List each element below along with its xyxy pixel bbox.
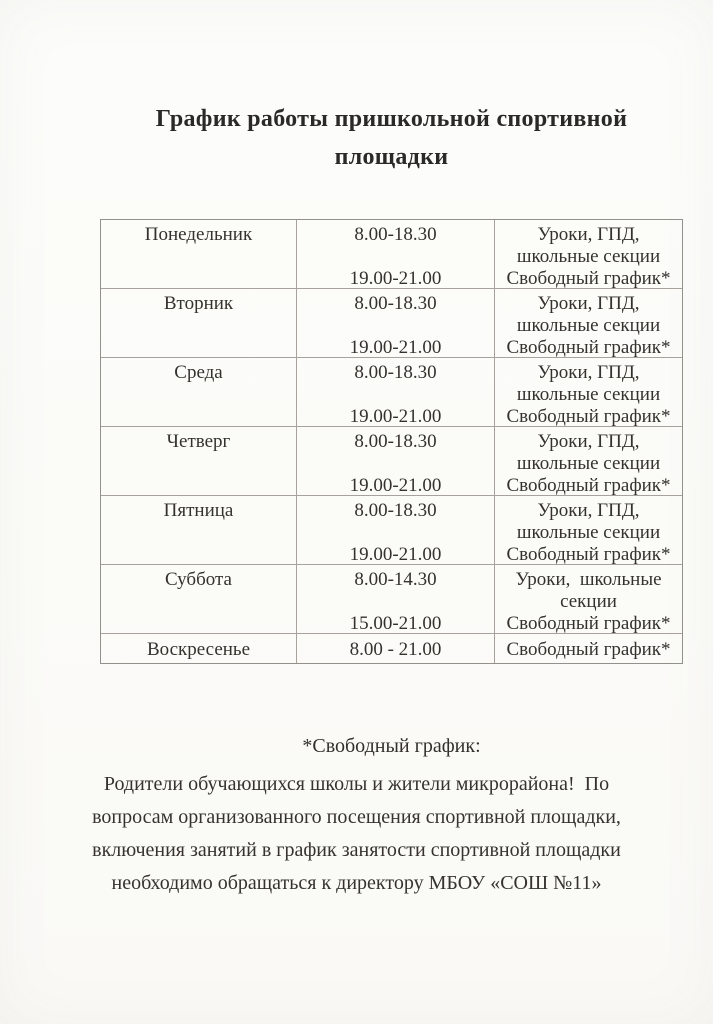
time-range: 8.00-18.30 — [354, 293, 437, 314]
table-row-sunday — [101, 633, 682, 663]
time-range: 19.00-21.00 — [349, 544, 442, 565]
day-cell — [101, 358, 297, 426]
day-label: Четверг — [166, 431, 231, 452]
day-cell — [101, 289, 297, 357]
activity-label: школьные секции — [516, 315, 661, 336]
activity-label: Свободный график* — [506, 613, 671, 634]
activity-label: Уроки, школьные — [515, 569, 662, 590]
activity-cell — [495, 358, 682, 426]
table-row-tuesday — [101, 288, 682, 357]
day-cell — [101, 427, 297, 495]
time-range: 19.00-21.00 — [349, 337, 442, 358]
activity-label: Свободный график* — [506, 544, 671, 565]
activity-label: школьные секции — [516, 246, 661, 267]
time-spacer — [297, 522, 494, 544]
time-cell — [297, 358, 495, 426]
time-range: 19.00-21.00 — [349, 475, 442, 496]
page-title-line1: График работы пришкольной спортивной — [155, 106, 628, 132]
table-row-friday — [101, 495, 682, 564]
time-spacer — [297, 384, 494, 406]
time-cell — [297, 634, 495, 663]
time-range: 15.00-21.00 — [349, 613, 442, 634]
time-cell — [297, 565, 495, 633]
activity-label: Уроки, ГПД, — [537, 500, 640, 521]
footnote-heading: *Свободный график: — [302, 735, 481, 757]
time-spacer — [297, 246, 494, 268]
time-range: 8.00-14.30 — [354, 569, 437, 590]
activity-cell — [495, 496, 682, 564]
activity-label: Уроки, ГПД, — [537, 293, 640, 314]
time-spacer — [297, 591, 494, 613]
day-label: Понедельник — [144, 224, 253, 245]
time-range: 8.00-18.30 — [354, 362, 437, 383]
time-range: 8.00-18.30 — [354, 431, 437, 452]
page-title — [100, 100, 683, 176]
day-label: Вторник — [163, 293, 234, 314]
time-cell — [297, 220, 495, 288]
table-row-wednesday — [101, 357, 682, 426]
day-label: Суббота — [164, 569, 232, 590]
time-range: 19.00-21.00 — [349, 406, 442, 427]
time-cell — [297, 496, 495, 564]
footnote-line: Родители обучающихся школы и жители микрорайона! По — [103, 773, 610, 795]
activity-label: Уроки, ГПД, — [537, 431, 640, 452]
footnote-line: вопросам организованного посещения спортивной площадки, — [92, 806, 621, 828]
time-range: 8.00-18.30 — [354, 500, 437, 521]
schedule-table — [100, 219, 683, 664]
time-cell — [297, 289, 495, 357]
activity-label: секции — [560, 591, 617, 612]
day-cell — [101, 634, 297, 663]
page-title-line2: площадки — [334, 144, 449, 170]
table-row-monday — [101, 220, 682, 288]
day-cell — [101, 496, 297, 564]
time-range: 8.00 - 21.00 — [349, 639, 442, 660]
footnote-line: необходимо обращаться к директору МБОУ «СОШ №11» — [111, 872, 602, 894]
activity-label: Свободный график* — [506, 337, 671, 358]
footnote-line: включения занятий в график занятости спортивной площадки — [92, 839, 621, 861]
time-cell — [297, 427, 495, 495]
table-row-saturday — [101, 564, 682, 633]
activity-label: Свободный график* — [506, 406, 671, 427]
activity-label: школьные секции — [516, 453, 661, 474]
day-cell — [101, 220, 297, 288]
activity-cell — [495, 427, 682, 495]
activity-cell — [495, 634, 682, 663]
day-label: Воскресенье — [146, 639, 251, 660]
time-spacer — [297, 453, 494, 475]
activity-label: школьные секции — [516, 522, 661, 543]
time-range: 19.00-21.00 — [349, 268, 442, 289]
activity-label: Уроки, ГПД, — [537, 224, 640, 245]
activity-label: Уроки, ГПД, — [537, 362, 640, 383]
time-spacer — [297, 315, 494, 337]
activity-label: Свободный график* — [506, 639, 671, 660]
time-range: 8.00-18.30 — [354, 224, 437, 245]
activity-label: Свободный график* — [506, 268, 671, 289]
activity-cell — [495, 565, 682, 633]
footnote-paragraph — [25, 768, 688, 900]
activity-cell — [495, 289, 682, 357]
day-label: Среда — [174, 362, 223, 383]
activity-label: Свободный график* — [506, 475, 671, 496]
activity-label: школьные секции — [516, 384, 661, 405]
table-row-thursday — [101, 426, 682, 495]
activity-cell — [495, 220, 682, 288]
day-cell — [101, 565, 297, 633]
day-label: Пятница — [163, 500, 234, 521]
